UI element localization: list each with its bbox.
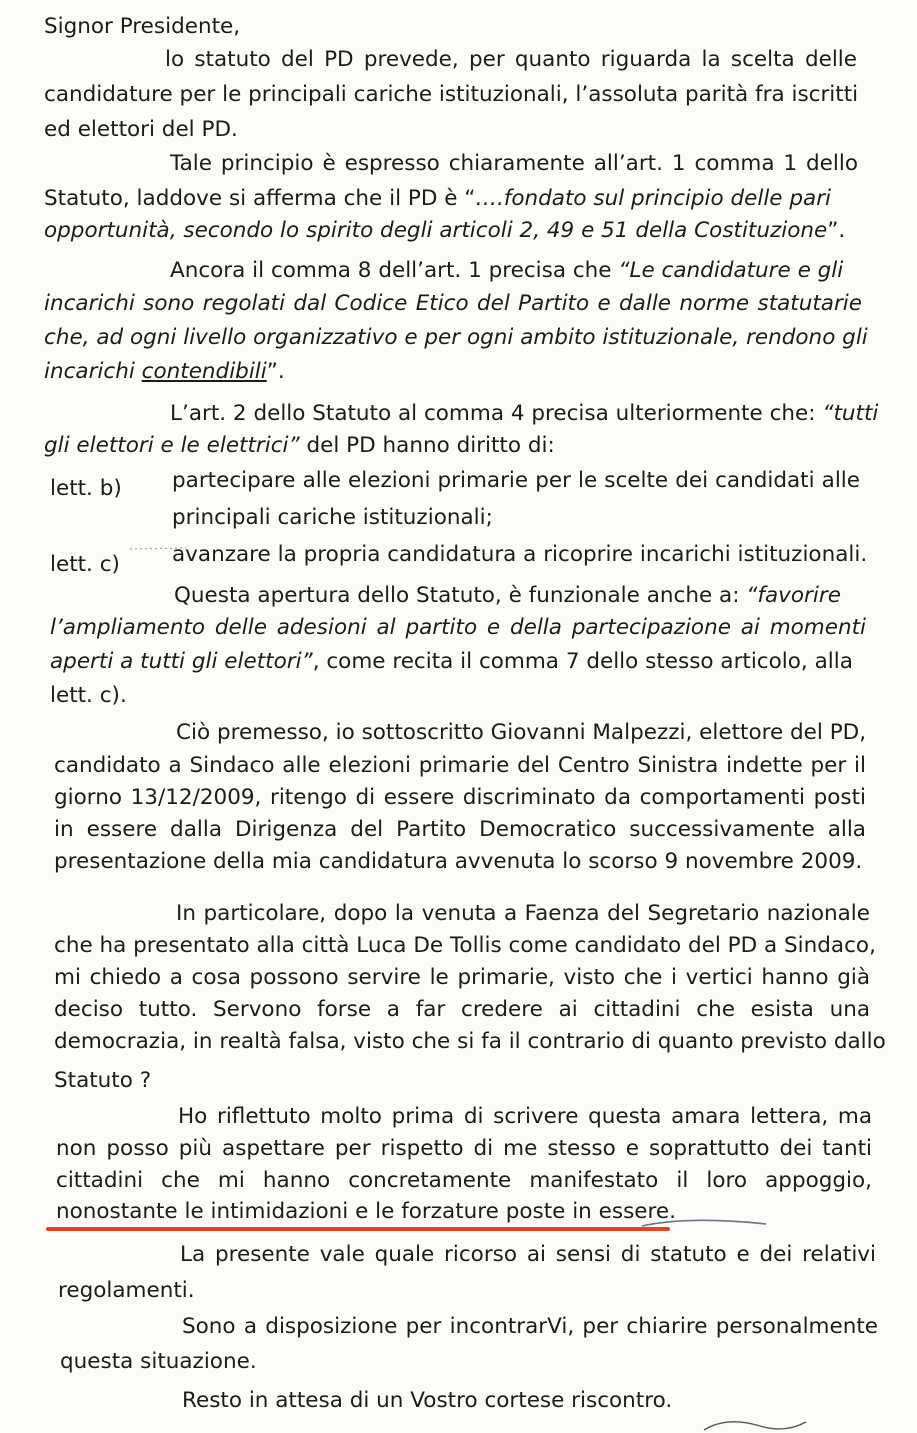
paragraph-2-quote-end: opportunità, secondo lo spirito degli articoli 2, 49 e 51 della Costituzione: [44, 218, 828, 243]
paragraph-3-line-4: [44, 357, 285, 387]
list-label-c: lett. c): [50, 552, 120, 577]
paragraph-9-line-2: regolamenti.: [58, 1278, 195, 1303]
paragraph-2-line-1: Tale principio è espresso chiaramente all’art. 1 comma 1 dello: [170, 151, 858, 176]
salutation: Signor Presidente,: [44, 14, 241, 39]
paragraph-3-quote-word: incarichi: [44, 359, 142, 384]
paragraph-8-line-1: Ho riflettuto molto prima di scrivere questa amara lettera, ma: [178, 1104, 872, 1129]
paragraph-4-intro: L’art. 2 dello Statuto al comma 4 precisa ulteriormente che:: [170, 401, 823, 426]
paragraph-9-line-1: La presente vale quale ricorso ai sensi di statuto e dei relativi: [180, 1242, 876, 1267]
pen-stroke-mark: [640, 1212, 770, 1234]
paragraph-3-quote-start: “Le candidature e gli: [618, 258, 844, 283]
paragraph-10-line-2: questa situazione.: [60, 1349, 257, 1374]
paragraph-4-quote-start: “tutti: [822, 401, 879, 426]
paragraph-3-line-3: che, ad ogni livello organizzativo e per ogni ambito istituzionale, rendono gli: [44, 325, 868, 350]
paragraph-5-quote-start: “favorire: [746, 583, 841, 608]
paragraph-5-line-3: [50, 647, 853, 677]
paragraph-7-line-4: deciso tutto. Servono forse a far credere ai cittadini che esista una: [54, 997, 870, 1022]
paragraph-2-line-2-text: Statuto, laddove si afferma che il PD è “: [44, 186, 476, 211]
paragraph-6-line-2: candidato a Sindaco alle elezioni primarie del Centro Sinistra indette per il: [54, 753, 866, 778]
paragraph-1-line-1: lo statuto del PD prevede, per quanto riguarda la scelta delle: [165, 47, 857, 72]
list-label-b: lett. b): [50, 476, 122, 501]
paragraph-5-line-1: [174, 581, 864, 611]
paragraph-3-closing: ”.: [266, 359, 285, 384]
paragraph-6-line-4: in essere dalla Dirigenza del Partito Democratico successivamente alla: [54, 817, 866, 842]
paragraph-6-line-1: Ciò premesso, io sottoscritto Giovanni Malpezzi, elettore del PD,: [176, 720, 867, 745]
paragraph-3-line-1: [170, 256, 843, 286]
paragraph-7-line-5: democrazia, in realtà falsa, visto che si fa il contrario di quanto previsto dallo: [54, 1029, 886, 1054]
paragraph-7-line-6: Statuto ?: [54, 1068, 152, 1093]
paragraph-11-line-1: Resto in attesa di un Vostro cortese riscontro.: [182, 1388, 673, 1413]
paragraph-4-line-2: [44, 431, 555, 461]
paragraph-1-line-2: candidature per le principali cariche istituzionali, l’assoluta parità fra iscritti: [44, 82, 859, 107]
list-item-c-line-1: avanzare la propria candidatura a ricoprire incarichi istituzionali.: [172, 542, 868, 567]
list-item-b-line-1: partecipare alle elezioni primarie per le scelte dei candidati alle: [172, 468, 860, 493]
paragraph-4-line-1: [170, 399, 878, 429]
scan-smudge: [128, 545, 188, 553]
list-item-b-line-2: principali cariche istituzionali;: [172, 505, 493, 530]
paragraph-5-intro: Questa apertura dello Statuto, è funzionale anche a:: [174, 583, 747, 608]
paragraph-2-line-3: [44, 216, 845, 246]
paragraph-4-quote-end: gli elettori e le elettrici”: [44, 433, 300, 458]
paragraph-7-line-3: mi chiedo a cosa possono servire le primarie, visto che i vertici hanno già: [54, 965, 870, 990]
underlined-word-contendibili: contendibili: [141, 359, 267, 384]
paragraph-5-line-4: lett. c).: [50, 683, 127, 708]
paragraph-2-closing: ”.: [827, 218, 846, 243]
paragraph-6-line-5: presentazione della mia candidatura avvenuta lo scorso 9 novembre 2009.: [54, 849, 863, 874]
paragraph-2-quote-start: ….fondato sul principio delle pari: [475, 186, 832, 211]
paragraph-4-closing: del PD hanno diritto di:: [299, 433, 555, 458]
paragraph-5-quote-end: aperti a tutti gli elettori”: [50, 649, 313, 674]
paragraph-8-line-4-highlighted: nonostante le intimidazioni e le forzature poste in essere.: [56, 1199, 676, 1224]
paragraph-7-line-1: In particolare, dopo la venuta a Faenza del Segretario nazionale: [176, 901, 870, 926]
red-underline-annotation: [46, 1227, 670, 1231]
paragraph-3-line-2: incarichi sono regolati dal Codice Etico del Partito e dalle norme statutarie: [44, 291, 862, 316]
paragraph-7-line-2: che ha presentato alla città Luca De Tollis come candidato del PD a Sindaco,: [54, 933, 876, 958]
paragraph-5-line-2: l’ampliamento delle adesioni al partito e della partecipazione ai momenti: [50, 615, 866, 640]
paragraph-2-line-2: [44, 184, 860, 214]
paragraph-8-line-2: non posso più aspettare per rispetto di me stesso e soprattutto dei tanti: [56, 1136, 872, 1161]
paragraph-1-line-3: ed elettori del PD.: [44, 117, 238, 142]
paragraph-10-line-1: Sono a disposizione per incontrarVi, per chiarire personalmente: [182, 1314, 878, 1339]
paragraph-5-closing: , come recita il comma 7 dello stesso articolo, alla: [312, 649, 853, 674]
signature-fragment: [700, 1418, 810, 1432]
paragraph-6-line-3: giorno 13/12/2009, ritengo di essere discriminato da comportamenti posti: [54, 785, 866, 810]
paragraph-8-line-3: cittadini che mi hanno concretamente manifestato il loro appoggio,: [56, 1168, 872, 1193]
paragraph-3-intro: Ancora il comma 8 dell’art. 1 precisa che: [170, 258, 619, 283]
